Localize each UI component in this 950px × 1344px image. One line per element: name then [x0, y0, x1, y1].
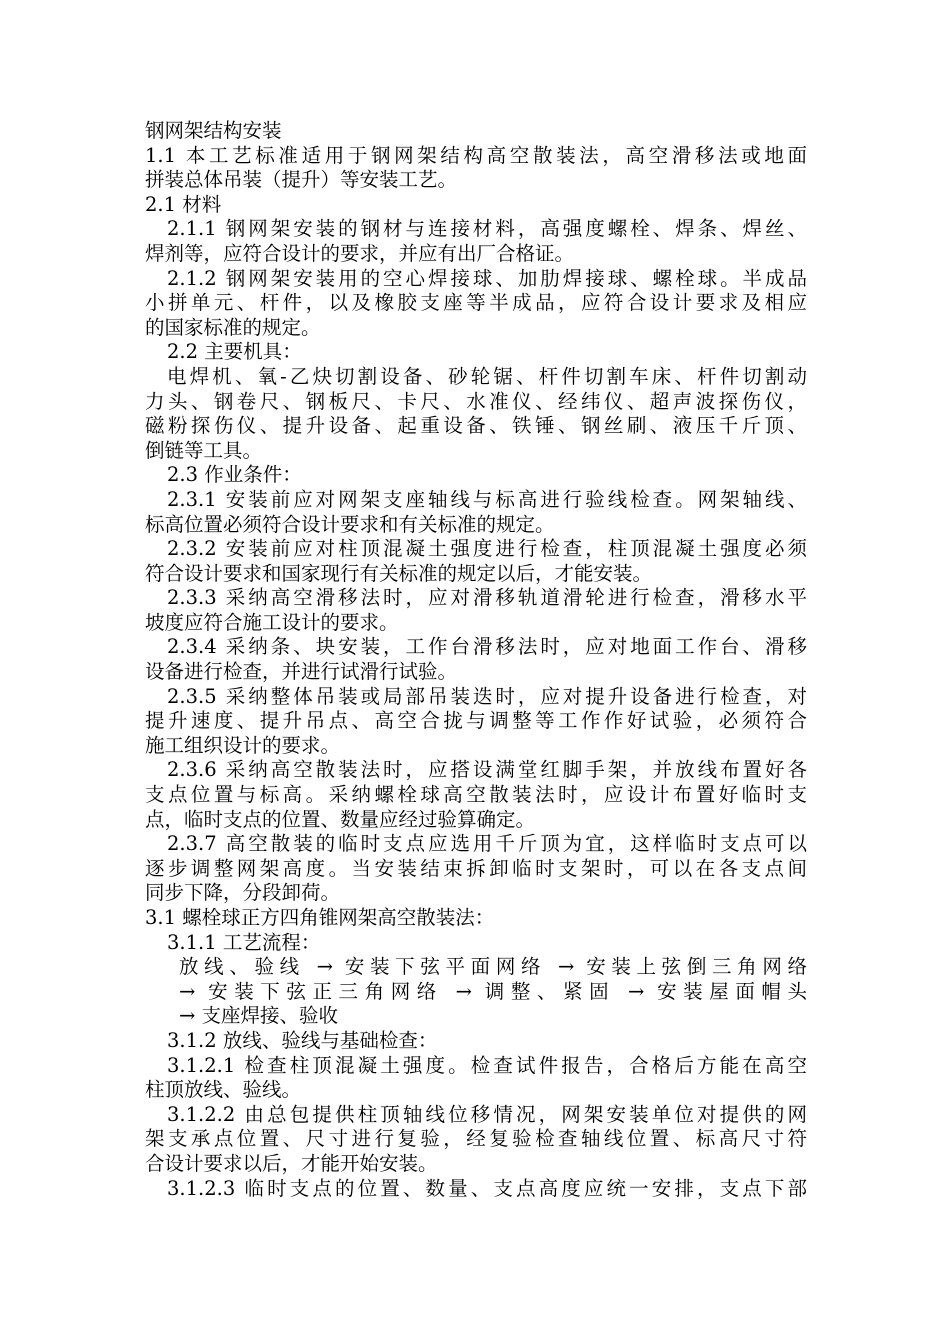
text-line: 2.3.4 采纳条、块安装，工作台滑移法时，应对地面工作台、滑移 [167, 635, 807, 659]
text-line: 3.1.2.2 由总包提供柱顶轴线位移情况，网架安装单位对提供的网 [167, 1102, 807, 1126]
text-line: 点，临时支点的位置、数量应经过验算确定。 [145, 807, 536, 831]
text-line: 1.1 本工艺标准适用于钢网架结构高空散装法，高空滑移法或地面 [145, 143, 807, 167]
text-line: 2.1.2 钢网架安装用的空心焊接球、加肋焊接球、螺栓球。半成品 [167, 266, 807, 290]
text-line: 设备进行检查，并进行试滑行试验。 [145, 660, 458, 684]
text-line: 施工组织设计的要求。 [145, 733, 341, 757]
text-line: 2.3.3 采纳高空滑移法时，应对滑移轨道滑轮进行检查，滑移水平 [167, 586, 807, 610]
text-line: 3.1.2.1 检查柱顶混凝土强度。检查试件报告，合格后方能在高空 [167, 1053, 807, 1077]
text-line: 标高位置必须符合设计要求和有关标准的规定。 [145, 512, 555, 536]
text-line: 3.1.1 工艺流程： [167, 930, 321, 954]
text-line: 2.3 作业条件： [167, 463, 302, 487]
text-line: 提升速度、提升吊点、高空合拢与调整等工作作好试验，必须符合 [145, 709, 807, 733]
text-line: 符合设计要求和国家现行有关标准的规定以后，才能安装。 [145, 561, 653, 585]
text-line: 3.1.2.3 临时支点的位置、数量、支点高度应统一安排，支点下部 [167, 1176, 807, 1200]
text-line: 拼装总体吊装（提升）等安装工艺。 [145, 168, 458, 192]
text-line: 的国家标准的规定。 [145, 315, 321, 339]
text-line: 放线、验线 → 安装下弦平面网络 → 安装上弦倒三角网络 [179, 955, 807, 979]
text-line: 2.3.1 安装前应对网架支座轴线与标高进行验线检查。网架轴线、 [167, 487, 807, 511]
text-line: 2.1.1 钢网架安装的钢材与连接材料，高强度螺栓、焊条、焊丝、 [167, 217, 807, 241]
text-line: 力头、钢卷尺、钢板尺、卡尺、水准仪、经纬仪、超声波探伤仪， [145, 389, 807, 413]
text-line: 架支承点位置、尺寸进行复验，经复验检查轴线位置、标高尺寸符 [145, 1127, 807, 1151]
text-line: 合设计要求以后，才能开始安装。 [145, 1151, 438, 1175]
text-line: 倒链等工具。 [145, 438, 263, 462]
text-line: 焊剂等，应符合设计的要求，并应有出厂合格证。 [145, 241, 575, 265]
text-line: 小拼单元、杆件，以及橡胶支座等半成品，应符合设计要求及相应 [145, 291, 807, 315]
text-line: 2.3.7 高空散装的临时支点应选用千斤顶为宜，这样临时支点可以 [167, 832, 807, 856]
text-line: 磁粉探伤仪、提升设备、起重设备、铁锤、钢丝刷、液压千斤顶、 [145, 414, 807, 438]
text-line: 坡度应符合施工设计的要求。 [145, 610, 399, 634]
text-line: 逐步调整网架高度。当安装结束拆卸临时支架时，可以在各支点间 [145, 856, 807, 880]
text-line: 2.3.5 采纳整体吊装或局部吊装迭时，应对提升设备进行检查，对 [167, 684, 807, 708]
document-title: 钢网架结构安装 [145, 119, 282, 142]
text-line: 2.3.6 采纳高空散装法时，应搭设满堂红脚手架，并放线布置好各 [167, 758, 807, 782]
text-line: 2.1 材料 [145, 192, 222, 216]
text-line: 3.1 螺栓球正方四角锥网架高空散装法： [145, 906, 495, 929]
text-line: → 安装下弦正三角网络 → 调整、紧固 → 安装屋面帽头 [179, 979, 807, 1003]
text-line: 同步下降，分段卸荷。 [145, 881, 341, 905]
text-line: 支点位置与标高。采纳螺栓球高空散装法时，应设计布置好临时支 [145, 783, 807, 807]
text-line: 柱顶放线、验线。 [145, 1078, 302, 1102]
text-line: 3.1.2 放线、验线与基础检查： [167, 1028, 438, 1052]
text-line: → 支座焊接、验收 [179, 1004, 339, 1028]
text-line: 电焊机、氧-乙炔切割设备、砂轮锯、杆件切割车床、杆件切割动 [167, 364, 807, 388]
text-line: 2.2 主要机具： [167, 340, 302, 364]
document-body [145, 119, 807, 1201]
text-line: 2.3.2 安装前应对柱顶混凝土强度进行检查，柱顶混凝土强度必须 [167, 537, 807, 561]
